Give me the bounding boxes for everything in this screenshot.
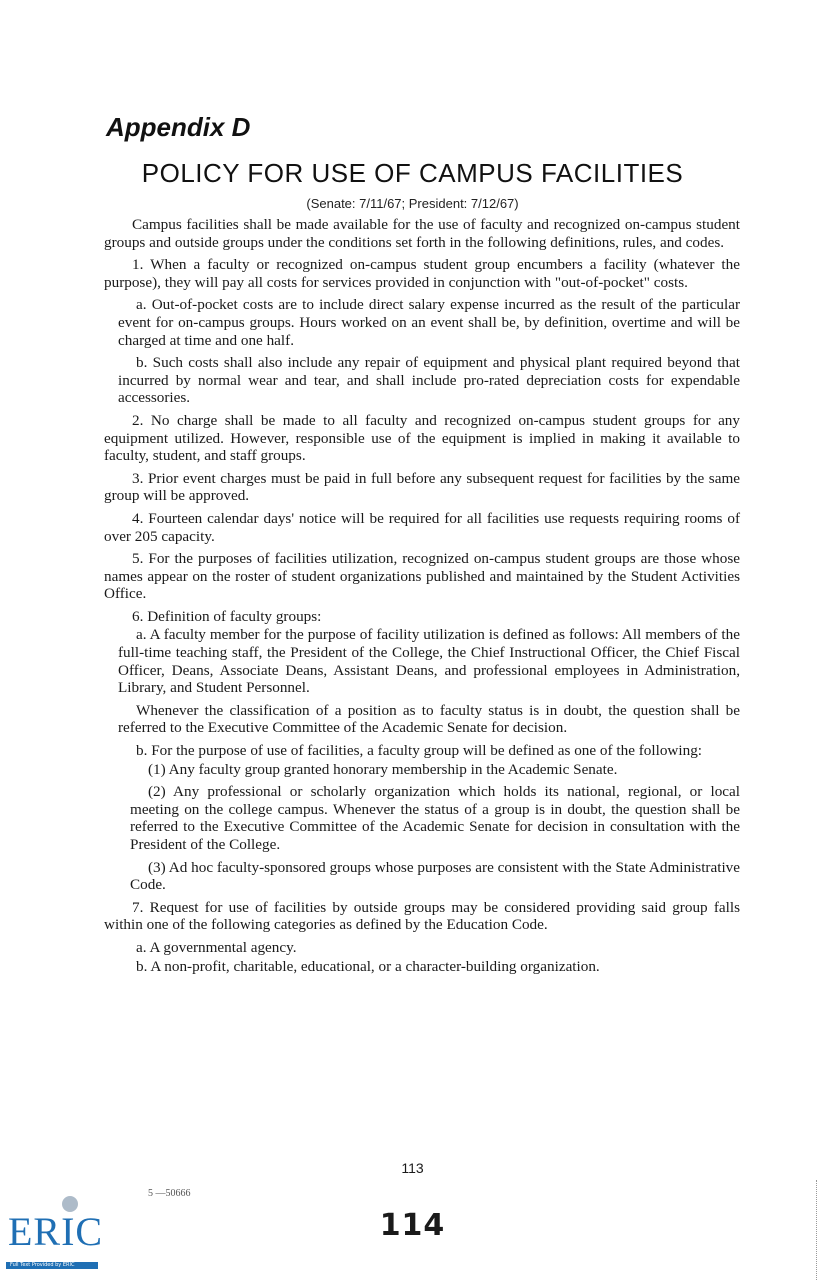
paragraph-1b: b. Such costs shall also include any repair of equipment and physical plant required beyond that incurred by normal wear and tear, and shall include pro-rated depreciation costs for expendable accessories. [118,354,740,407]
paragraph-7b: b. A non-profit, charitable, educational, or a character-building organization. [136,957,600,975]
print-code: 5 —50666 [148,1188,191,1199]
paragraph-intro: Campus facilities shall be made available for the use of faculty and recognized on-campus student groups and outside groups under the conditions set forth in the following definitions, rules, and codes. [104,216,740,251]
page-title: POLICY FOR USE OF CAMPUS FACILITIES [141,158,684,188]
paragraph-3: 3. Prior event charges must be paid in full before any subsequent request for facilities by the same group will be approved. [104,469,740,505]
policy-body [104,216,740,980]
paragraph-5: 5. For the purposes of facilities utilization, recognized on-campus student groups are those whose names appear on the roster of student organizations published and maintained by the Student Activities Office. [104,550,740,603]
paragraph-7a: a. A governmental agency. [136,938,297,956]
eric-logo-text: ERIC [8,1209,104,1254]
paragraph-6b-1: (1) Any faculty group granted honorary membership in the Academic Senate. [148,760,618,778]
paragraph-6a: a. A faculty member for the purpose of facility utilization is defined as follows: All members of the full-time teaching staff, the President of the College, the Chief Instructional Officer, the Chief Fiscal Officer, Deans, Associate Deans, Assistant Deans, and professional employees in Administration, Library, and Student Personnel. [118,626,740,697]
paragraph-2: 2. No charge shall be made to all faculty and recognized on-campus student groups for any equipment utilized. However, responsible use of the equipment is implied in making it available to faculty, student, and staff groups. [104,411,740,465]
eric-logo [2,1196,104,1272]
paragraph-6b-3: (3) Ad hoc faculty-sponsored groups whose purposes are consistent with the State Administrative Code. [130,858,740,894]
paragraph-6: 6. Definition of faculty groups: [132,607,322,625]
paragraph-7: 7. Request for use of facilities by outside groups may be considered providing said group falls within one of the following categories as defined by the Education Code. [104,898,740,934]
stamp-number: 114 [379,1208,446,1243]
paragraph-1: 1. When a faculty or recognized on-campus student group encumbers a facility (whatever the purpose), they will pay all costs for services provided in conjunction with "out-of-pocket" costs. [104,256,740,291]
paragraph-6a-note: Whenever the classification of a position as to faculty status is in doubt, the question shall be referred to the Executive Committee of the Academic Senate for decision. [118,701,740,737]
page-edge-divider [816,1180,825,1280]
paragraph-6b: b. For the purpose of use of facilities, a faculty group will be defined as one of the following: [136,742,703,760]
paragraph-1a: a. Out-of-pocket costs are to include direct salary expense incurred as the result of the particular event for on-campus groups. Hours worked on an event shall be, by definition, overtime and will be charged at time and one half. [118,296,740,349]
paragraph-4: 4. Fourteen calendar days' notice will be required for all facilities use requests requiring rooms of over 205 capacity. [104,509,740,545]
page-number: 113 [401,1160,424,1176]
eric-logo-tagline: Full Text Provided by ERIC [6,1262,98,1269]
page-subtitle: (Senate: 7/11/67; President: 7/12/67) [306,196,519,211]
paragraph-6b-2: (2) Any professional or scholarly organization which holds its national, regional, or local meeting on the college campus. Whenever the status of a group is in doubt, the question shall be referred to the Executive Committee of the Academic Senate for decision in consultation with the President of the College. [130,783,740,853]
appendix-label: Appendix D [106,112,251,142]
